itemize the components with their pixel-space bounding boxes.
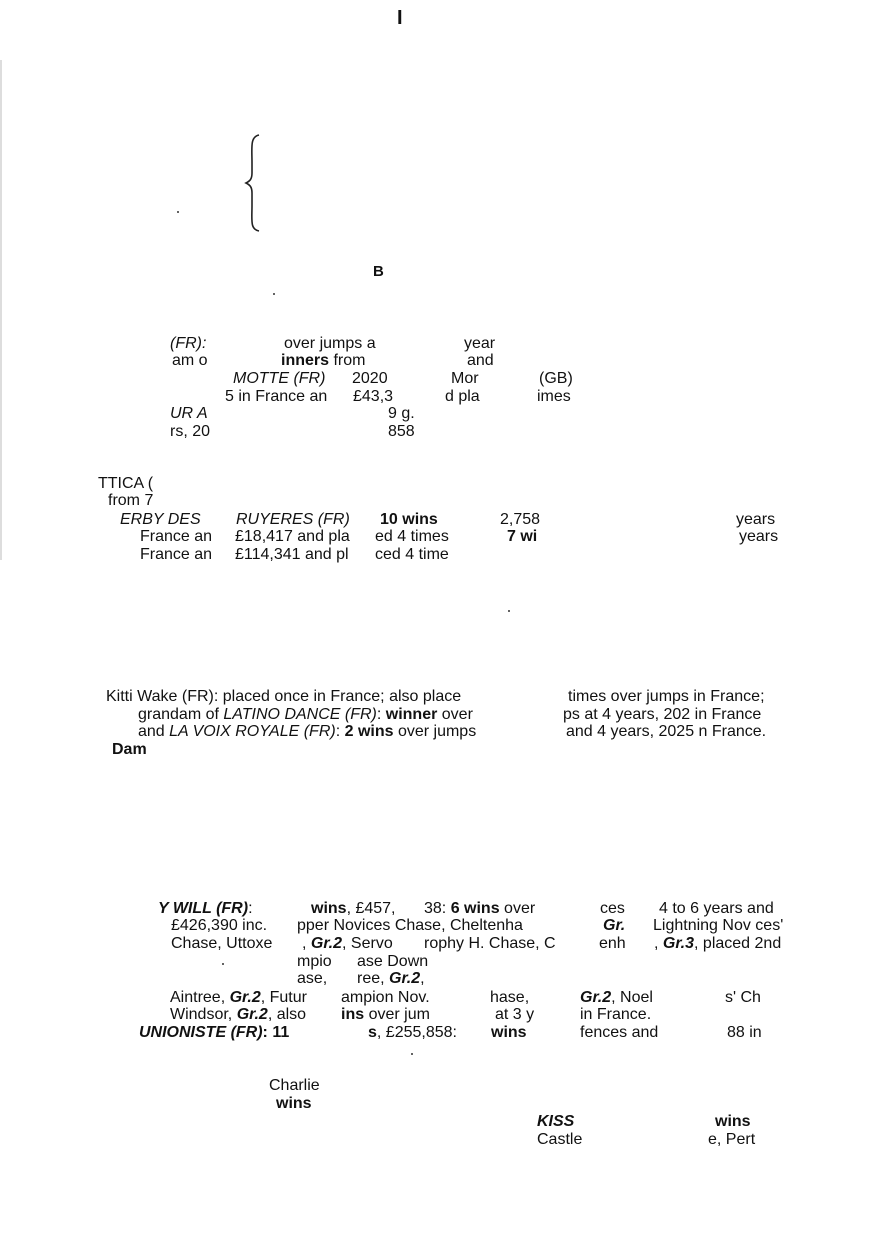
- race-grade: Gr.2: [580, 989, 612, 1006]
- text-fragment: , Servo: [342, 935, 393, 952]
- text-fragment: 88 in: [727, 1024, 762, 1041]
- text-fragment: ase,: [297, 970, 328, 987]
- text-fragment: : 11: [262, 1024, 290, 1041]
- text-fragment: imes: [537, 388, 571, 405]
- scan-speck: [177, 211, 179, 213]
- scan-speck: [508, 610, 510, 612]
- text-fragment: ces: [600, 900, 625, 917]
- text-fragment: 10 wins: [380, 511, 438, 528]
- text-fragment: ampion Nov.: [341, 989, 430, 1006]
- text-fragment: ins: [341, 1006, 365, 1023]
- text-fragment: ps at 4 years, 202 in France: [563, 706, 762, 723]
- text-fragment: ed 4 times: [375, 528, 449, 545]
- scan-speck: [273, 293, 275, 295]
- text-fragment: 9 g.: [388, 405, 415, 422]
- text-fragment: wins: [715, 1113, 751, 1130]
- text-fragment: ,: [654, 935, 663, 952]
- text-fragment: Windsor,: [170, 1006, 237, 1023]
- scan-speck: [411, 1053, 413, 1055]
- text-fragment: 2,758: [500, 511, 541, 528]
- horse-name: UNIONISTE (FR): [139, 1024, 263, 1041]
- text-fragment: years: [739, 528, 779, 545]
- text-fragment: (GB): [539, 370, 573, 387]
- text-fragment: , £457,: [346, 900, 396, 917]
- race-grade: Gr.: [603, 917, 626, 934]
- text-fragment: Kitti Wake (FR): placed once in France; also place: [106, 688, 462, 705]
- text-fragment: , Noel: [611, 989, 653, 1006]
- race-grade: Gr.2: [229, 989, 261, 1006]
- text-fragment: d pla: [445, 388, 480, 405]
- text-fragment: at 3 y: [495, 1006, 535, 1023]
- text-fragment: rophy H. Chase, C: [424, 935, 556, 952]
- text-fragment: over: [499, 900, 536, 917]
- text-fragment: TTICA (: [98, 475, 154, 492]
- text-fragment: e, Pert: [708, 1131, 756, 1148]
- text-fragment: £426,390 inc.: [171, 917, 268, 934]
- text-fragment: 2020: [352, 370, 388, 387]
- text-fragment: years: [736, 511, 776, 528]
- text-fragment: over jumps a: [284, 335, 376, 352]
- race-grade: Gr.3: [662, 935, 695, 952]
- text-fragment: wins: [276, 1095, 312, 1112]
- text-fragment: ree,: [357, 970, 390, 987]
- text-fragment: 5 in France an: [225, 388, 328, 405]
- text-fragment: Mor: [451, 370, 479, 387]
- text-fragment: hase,: [490, 989, 530, 1006]
- text-fragment: fences and: [580, 1024, 659, 1041]
- text-fragment: and: [138, 723, 170, 740]
- text-fragment: rs, 20: [170, 423, 211, 440]
- text-fragment: s' Ch: [725, 989, 761, 1006]
- race-grade: Gr.2: [236, 1006, 268, 1023]
- text-fragment: over jum: [364, 1006, 430, 1023]
- text-fragment: , £255,858:: [376, 1024, 457, 1041]
- text-fragment: inners: [281, 352, 330, 369]
- horse-name: LA VOIX ROYALE (FR): [169, 723, 336, 740]
- text-fragment: 4 to 6 years and: [659, 900, 774, 917]
- text-fragment: Chase, Uttoxe: [171, 935, 273, 952]
- horse-name: MOTTE (FR): [233, 370, 326, 387]
- text-fragment: 6 wins: [450, 900, 500, 917]
- text-fragment: , placed 2nd: [694, 935, 782, 952]
- text-fragment: over: [437, 706, 473, 723]
- horse-name: LATINO DANCE (FR): [223, 706, 377, 723]
- text-fragment: ,: [420, 970, 425, 987]
- text-fragment: , also: [267, 1006, 307, 1023]
- text-fragment: :: [376, 706, 386, 723]
- text-fragment: and 4 years, 2025 n France.: [566, 723, 767, 740]
- text-fragment: :: [248, 900, 253, 917]
- text-fragment: 7 wi: [507, 528, 538, 545]
- text-fragment: Charlie: [269, 1077, 320, 1094]
- lot-number: I: [397, 7, 403, 29]
- text-fragment: grandam of: [138, 706, 224, 723]
- text-fragment: and: [467, 352, 494, 369]
- text-fragment: over jumps: [393, 723, 477, 740]
- text-fragment: ced 4 time: [375, 546, 449, 563]
- text-fragment: from: [329, 352, 366, 369]
- pedigree-brace-icon: [244, 133, 262, 233]
- text-fragment: ,: [302, 935, 311, 952]
- text-fragment: Lightning Nov ces': [653, 917, 784, 934]
- text-fragment: 858: [388, 423, 415, 440]
- race-grade: Gr.2: [310, 935, 343, 952]
- text-fragment: 38:: [424, 900, 451, 917]
- text-fragment: Aintree,: [170, 989, 230, 1006]
- text-fragment: £18,417 and pla: [235, 528, 350, 545]
- text-fragment: year: [464, 335, 496, 352]
- text-fragment: enh: [599, 935, 626, 952]
- text-fragment: France an: [140, 546, 213, 563]
- horse-name: RUYERES (FR): [236, 511, 350, 528]
- horse-name: ERBY DES: [120, 511, 201, 528]
- section-letter: B: [373, 263, 384, 280]
- text-fragment: s: [368, 1024, 377, 1041]
- text-fragment: ase Down: [357, 953, 429, 970]
- horse-name: UR A: [170, 405, 208, 422]
- text-fragment: mpio: [297, 953, 332, 970]
- text-fragment: :: [335, 723, 345, 740]
- text-fragment: £43,3: [353, 388, 394, 405]
- text-fragment: pper Novices Chase, Cheltenha: [297, 917, 523, 934]
- text-fragment: am o: [172, 352, 208, 369]
- text-fragment: £114,341 and pl: [235, 546, 349, 563]
- scan-speck: [222, 963, 224, 965]
- text-fragment: in France.: [580, 1006, 652, 1023]
- text-fragment: France an: [140, 528, 213, 545]
- scan-edge-shadow: [0, 60, 2, 560]
- text-fragment: wins: [311, 900, 347, 917]
- text-fragment: 2 wins: [344, 723, 394, 740]
- text-fragment: (FR):: [170, 335, 207, 352]
- text-fragment: Castle: [537, 1131, 583, 1148]
- text-fragment: , Futur: [260, 989, 307, 1006]
- dam-heading: Dam: [112, 741, 147, 758]
- text-fragment: from 7: [108, 492, 154, 509]
- text-fragment: times over jumps in France;: [568, 688, 765, 705]
- text-fragment: wins: [491, 1024, 527, 1041]
- text-fragment: winner: [385, 706, 438, 723]
- horse-name: KISS: [537, 1113, 575, 1130]
- race-grade: Gr.2: [389, 970, 421, 987]
- horse-name: Y WILL (FR): [158, 900, 249, 917]
